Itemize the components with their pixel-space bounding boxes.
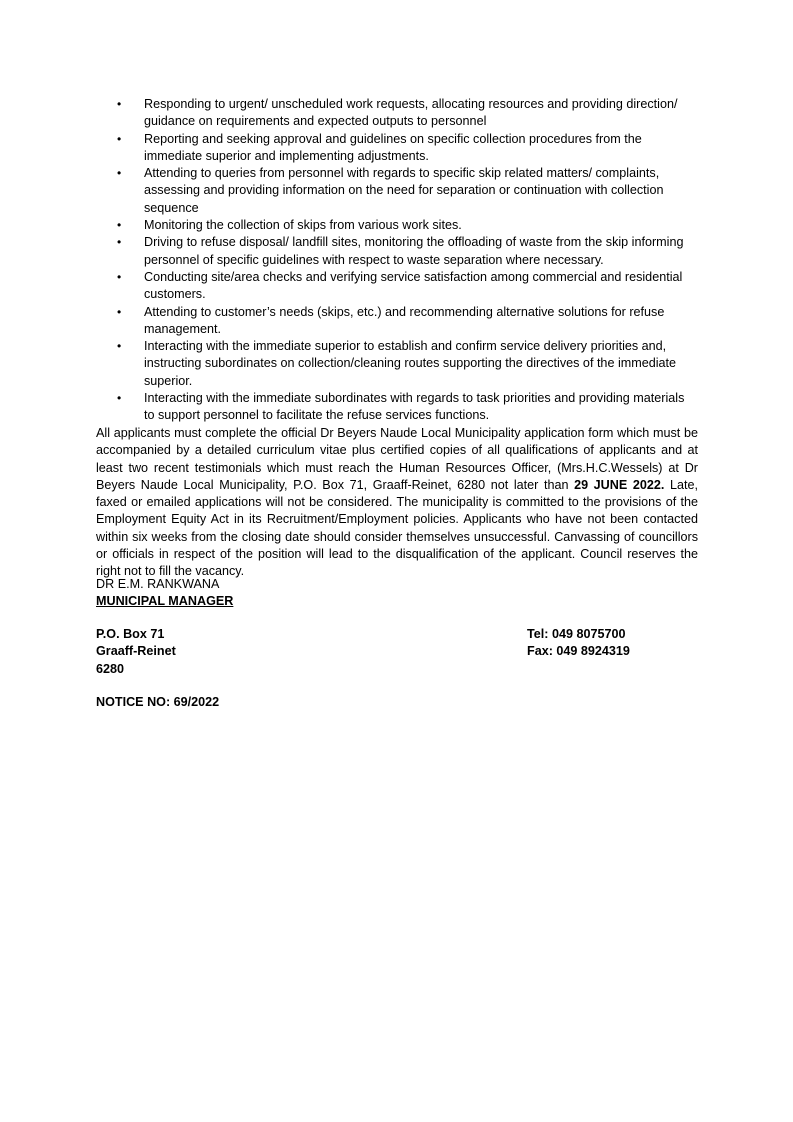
list-item (96, 304, 696, 339)
duty-text: Driving to refuse disposal/ landfill sites, monitoring the offloading of waste from the skip informing personnel of specific guidelines with respect to waste separation where necessary. (144, 235, 684, 267)
duty-text: Responding to urgent/ unscheduled work requests, allocating resources and providing direction/ guidance on requirements and expected outputs to personnel (144, 97, 678, 129)
bullet-icon: • (117, 304, 122, 319)
instructions-text-continued: Late, faxed or emailed applications will not be considered. The municipality is committed to the provisions of the Employment Equity Act in its Recruitment/Employment policies. Applicants who have not been contacted within six weeks from the closing date should consider themselves unsuccessful. Canvassing of councillors or officials in respect of the position will lead to the disqualification of the applicant. Council reserves the right not to fill the vacancy. (96, 477, 698, 579)
signature-block (96, 576, 233, 611)
list-item (96, 390, 696, 425)
contact-details (527, 626, 630, 661)
duties-list (96, 96, 696, 425)
bullet-icon: • (117, 218, 122, 233)
instructions-text: All applicants must complete the official Dr Beyers Naude Local Municipality application form which must be accompanied by a detailed curriculum vitae plus certified copies of all qualifications of applicants and at least two recent testimonials which must reach the Human Resources Officer, (Mrs.H.C.Wessels) at Dr Beyers Naude Local Municipality, P.O. Box 71, Graaff-Reinet, 6280 not later than (96, 426, 698, 492)
duty-text: Attending to queries from personnel with regards to specific skip related matters/ complaints, assessing and providing information on the need for separation or continuation with collection sequence (144, 166, 664, 215)
address-line: 6280 (96, 661, 125, 676)
bullet-icon: • (117, 235, 122, 250)
duty-text: Interacting with the immediate subordinates with regards to task priorities and providing materials to support personnel to facilitate the refuse services functions. (144, 391, 685, 423)
postal-address (96, 626, 176, 678)
bullet-icon: • (117, 166, 122, 181)
duty-text: Reporting and seeking approval and guidelines on specific collection procedures from the immediate superior and implementing adjustments. (144, 131, 642, 163)
bullet-icon: • (117, 97, 122, 111)
list-item (96, 338, 696, 390)
bullet-icon: • (117, 339, 122, 354)
fax-number: Fax: 049 8924319 (527, 644, 630, 659)
signer-name: DR E.M. RANKWANA (96, 577, 220, 591)
telephone-number: Tel: 049 8075700 (527, 627, 626, 641)
closing-date: 29 JUNE 2022. (574, 477, 665, 492)
list-item (96, 96, 696, 131)
list-item (96, 165, 696, 217)
list-item (96, 217, 696, 234)
bullet-icon: • (117, 131, 122, 146)
duty-text: Conducting site/area checks and verifying service satisfaction among commercial and residential customers. (144, 269, 683, 302)
bullet-icon: • (117, 391, 122, 406)
list-item (96, 131, 696, 166)
list-item (96, 269, 696, 304)
bullet-icon: • (117, 269, 122, 284)
duty-text: Monitoring the collection of skips from various work sites. (144, 218, 462, 233)
duty-text: Attending to customer’s needs (skips, etc.) and recommending alternative solutions for refuse management. (144, 304, 665, 336)
signer-title: MUNICIPAL MANAGER (96, 594, 234, 609)
list-item (96, 234, 696, 269)
address-line: P.O. Box 71 (96, 627, 165, 641)
application-instructions (96, 425, 698, 581)
duty-text: Interacting with the immediate superior to establish and confirm service delivery priorities and, instructing subordinates on collection/cleaning routes supporting the directives of the immediate superior. (144, 339, 677, 388)
address-line: Graaff-Reinet (96, 644, 176, 659)
notice-number: NOTICE NO: 69/2022 (96, 695, 220, 709)
